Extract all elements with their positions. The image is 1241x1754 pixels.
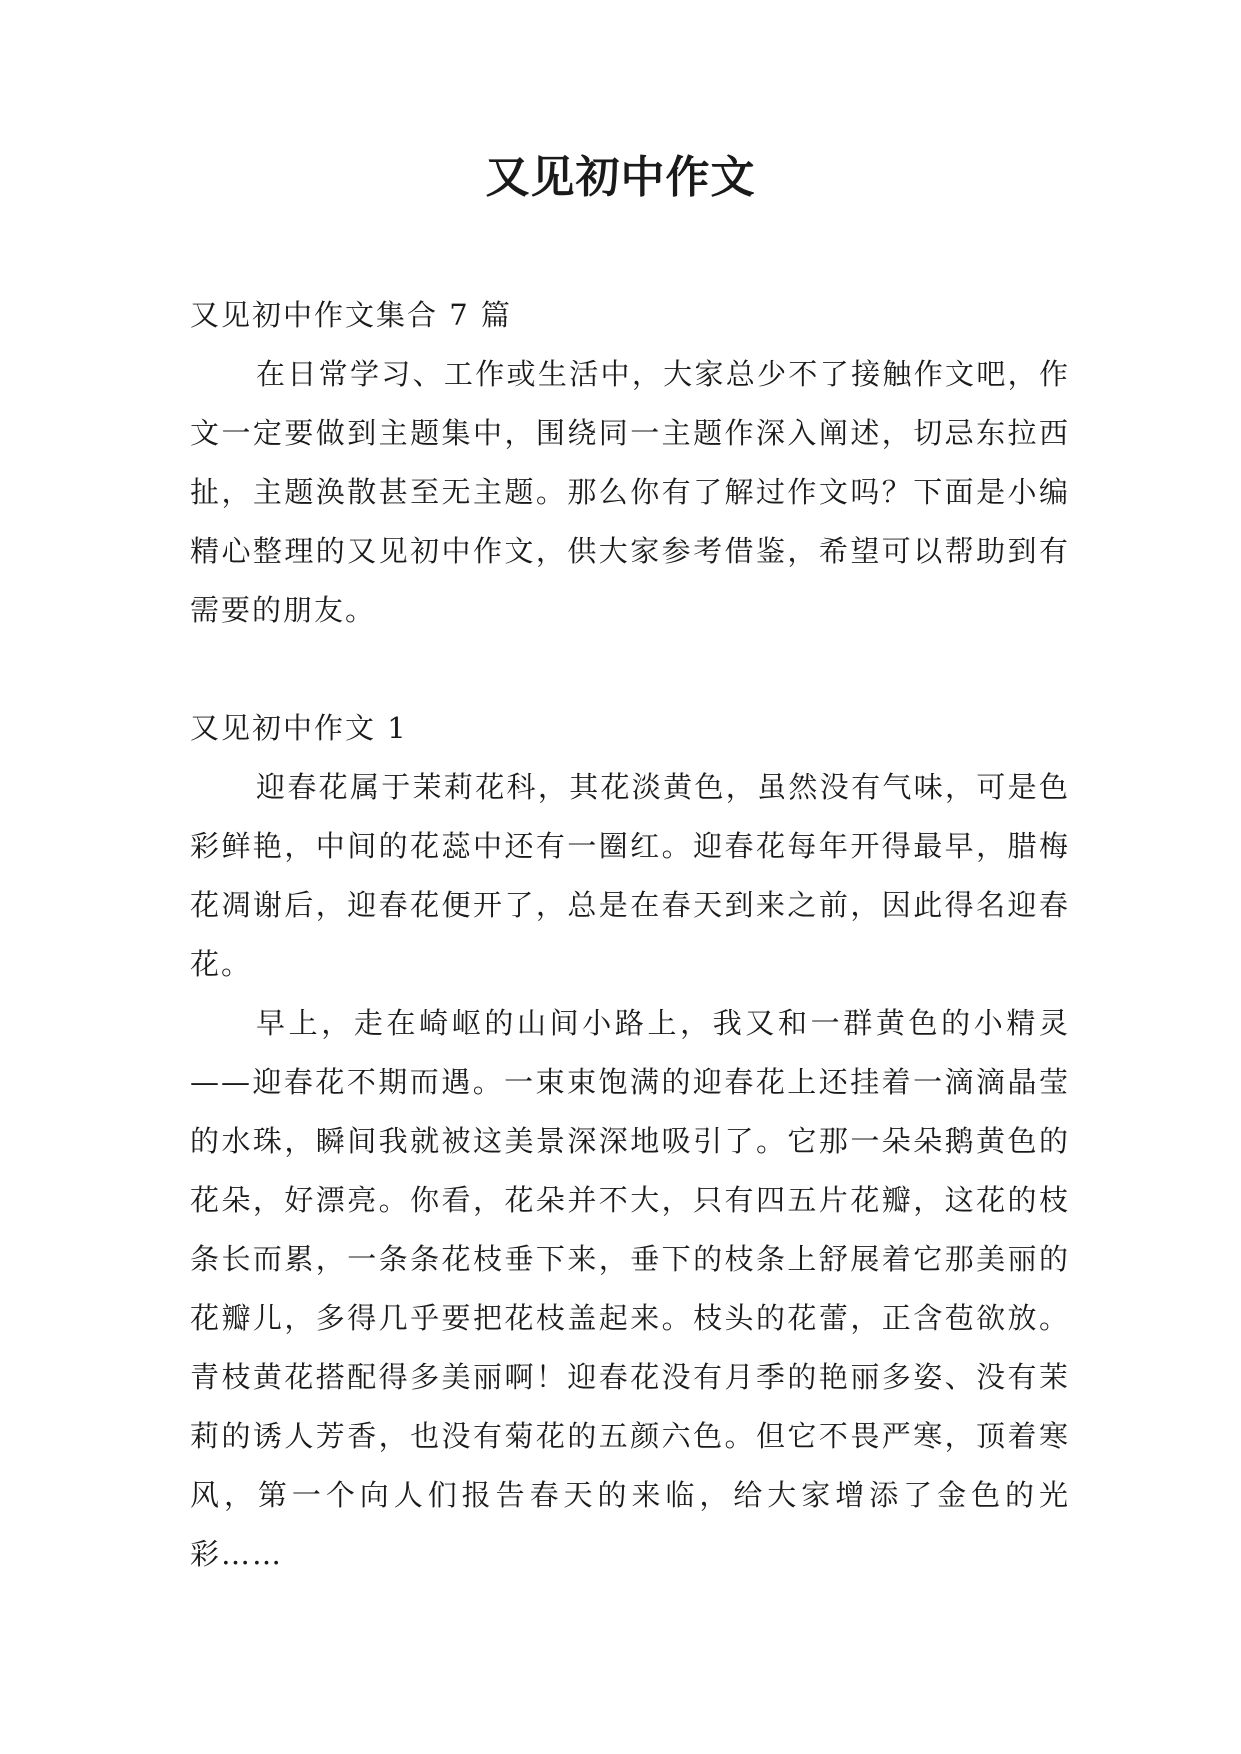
collection-heading: 又见初中作文集合 7 篇: [190, 298, 512, 332]
section-spacer: [190, 640, 1070, 699]
document-body: [190, 286, 1070, 1584]
essay-heading: 又见初中作文 1: [190, 711, 408, 745]
document-title: 又见初中作文: [485, 152, 756, 203]
essay-paragraph-1: 迎春花属于茉莉花科，其花淡黄色，虽然没有气味，可是色彩鲜艳，中间的花蕊中还有一圈红。迎春花每年开得最早，腊梅花凋谢后，迎春花便开了，总是在春天到来之前，因此得名迎春花。: [190, 770, 1070, 981]
intro-paragraph: 在日常学习、工作或生活中，大家总少不了接触作文吧，作文一定要做到主题集中，围绕同一主题作深入阐述，切忌东拉西扯，主题涣散甚至无主题。那么你有了解过作文吗？下面是小编精心整理的又见初中作文，供大家参考借鉴，希望可以帮助到有需要的朋友。: [190, 357, 1070, 627]
essay-paragraph-2: 早上，走在崎岖的山间小路上，我又和一群黄色的小精灵——迎春花不期而遇。一束束饱满的迎春花上还挂着一滴滴晶莹的水珠，瞬间我就被这美景深深地吸引了。它那一朵朵鹅黄色的花朵，好漂亮。你看，花朵并不大，只有四五片花瓣，这花的枝条长而累，一条条花枝垂下来，垂下的枝条上舒展着它那美丽的花瓣儿，多得几乎要把花枝盖起来。枝头的花蕾，正含苞欲放。青枝黄花搭配得多美丽啊！迎春花没有月季的艳丽多姿、没有茉莉的诱人芳香，也没有菊花的五颜六色。但它不畏严寒，顶着寒风，第一个向人们报告春天的来临，给大家增添了金色的光彩……: [190, 1006, 1070, 1571]
